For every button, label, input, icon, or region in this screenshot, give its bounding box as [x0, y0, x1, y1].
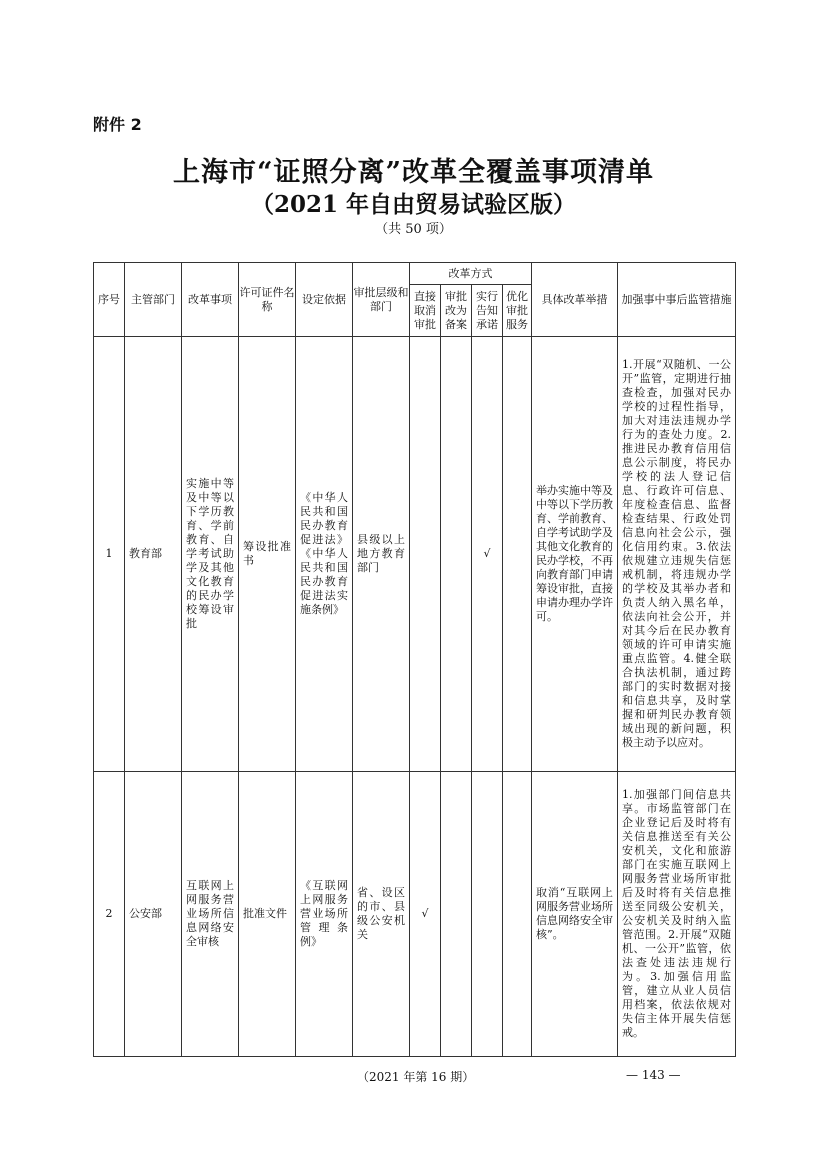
reform-items-table	[93, 262, 736, 1057]
header-mode-optimize: 优化审批服务	[503, 285, 532, 337]
header-no: 序号	[94, 263, 125, 337]
row-mode-cancel	[410, 337, 441, 772]
header-basis: 设定依据	[296, 263, 353, 337]
row-supervision: 1.加强部门间信息共享。市场监管部门在企业登记后及时将有关信息推送至有关公安机关，文化和旅游部门在实施互联网上网服务营业场所审批后及时将有关信息推送至同级公安机关，公安机关及时纳入监管范围。2.开展“双随机、一公开”监管，依法查处违法违规行为。3.加强信用监管，建立从业人员信用档案，依法依规对失信主体开展失信惩戒。	[618, 772, 736, 1057]
table-row	[94, 772, 736, 1057]
header-supervision: 加强事中事后监管措施	[618, 263, 736, 337]
row-measures: 取消“互联网上网服务营业场所信息网络安全审核”。	[532, 772, 618, 1057]
row-level: 县级以上地方教育部门	[353, 337, 410, 772]
row-dept: 公安部	[125, 772, 182, 1057]
row-level: 省、设区的市、县级公安机关	[353, 772, 410, 1057]
row-item: 实施中等及中等以下学历教育、学前教育、自学考试助学及其他文化教育的民办学校筹设审批	[182, 337, 239, 772]
row-license: 批准文件	[239, 772, 296, 1057]
table-row	[94, 337, 736, 772]
issue-label: （2021 年第 16 期）	[357, 1070, 475, 1084]
row-no: 2	[94, 772, 125, 1057]
header-mode-notify: 实行告知承诺	[472, 285, 503, 337]
header-level: 审批层级和部门	[353, 263, 410, 337]
header-license: 许可证件名称	[239, 263, 296, 337]
row-mode-notify	[472, 772, 503, 1057]
row-mode-cancel: √	[410, 772, 441, 1057]
row-basis: 《互联网上网服务营业场所管理条例》	[296, 772, 353, 1057]
page-number: — 143 —	[626, 1068, 681, 1082]
header-measures: 具体改革举措	[532, 263, 618, 337]
header-mode-filing: 审批改为备案	[441, 285, 472, 337]
header-dept: 主管部门	[125, 263, 182, 337]
attachment-label: 附件 2	[93, 115, 142, 134]
row-license: 筹设批准书	[239, 337, 296, 772]
row-mode-filing	[441, 337, 472, 772]
row-measures: 举办实施中等及中等以下学历教育、学前教育、自学考试助学及其他文化教育的民办学校，不再向教育部门申请筹设审批，直接申请办理办学许可。	[532, 337, 618, 772]
row-basis: 《中华人民共和国民办教育促进法》《中华人民共和国民办教育促进法实施条例》	[296, 337, 353, 772]
row-mode-filing	[441, 772, 472, 1057]
header-mode-cancel: 直接取消审批	[410, 285, 441, 337]
row-no: 1	[94, 337, 125, 772]
row-mode-optimize	[503, 337, 532, 772]
row-mode-notify: √	[472, 337, 503, 772]
row-supervision: 1.开展“双随机、一公开”监管，定期进行抽查检查，加强对民办学校的过程性指导，加大对违法违规办学行为的查处力度。2.推进民办教育信用信息公示制度，将民办学校的法人登记信息、行政许可信息、年度检查信息、监督检查结果、行政处罚信息向社会公示，强化信用约束。3.依法依规建立违规失信惩戒机制，将违规办学的学校及其举办者和负责人纳入黑名单，依法向社会公开，并对其今后在民办教育领域的许可申请实施重点监管。4.健全联合执法机制，通过跨部门的实时数据对接和信息共享，及时掌握和研判民办教育领域出现的新问题，积极主动予以应对。	[618, 337, 736, 772]
row-dept: 教育部	[125, 337, 182, 772]
item-count: （共 50 项）	[375, 222, 452, 237]
row-mode-optimize	[503, 772, 532, 1057]
page-subtitle: （2021 年自由贸易试验区版）	[250, 191, 577, 218]
header-reform-mode: 改革方式	[410, 263, 532, 285]
page-title: 上海市“证照分离”改革全覆盖事项清单	[172, 157, 655, 188]
row-item: 互联网上网服务营业场所信息网络安全审核	[182, 772, 239, 1057]
header-item: 改革事项	[182, 263, 239, 337]
